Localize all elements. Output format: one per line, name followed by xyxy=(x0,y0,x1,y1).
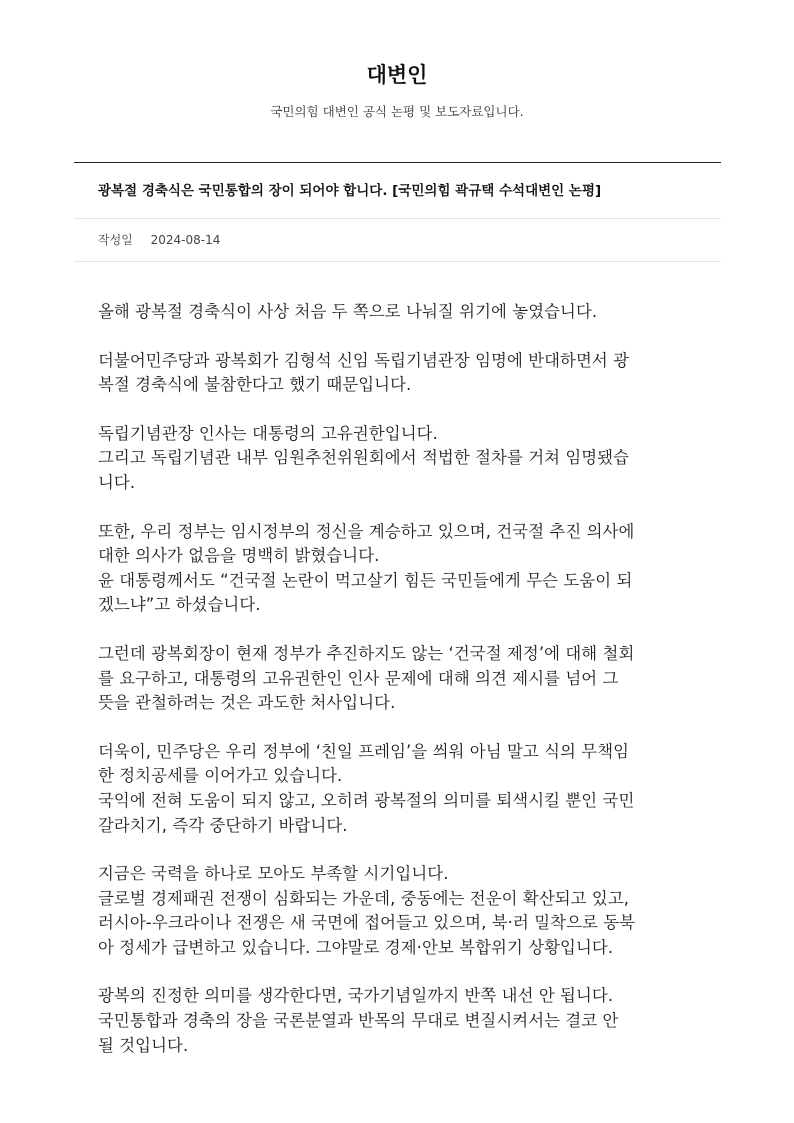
body-paragraph-4 xyxy=(98,520,698,618)
body-paragraph-1 xyxy=(98,300,698,325)
title-divider xyxy=(74,218,721,219)
body-line: 러시아-우크라이나 전쟁은 새 국면에 접어들고 있으며, 북·러 밀착으로 동북 xyxy=(98,913,636,933)
body-line: 그리고 독립기념관 내부 임원추천위원회에서 적법한 절차를 거쳐 임명됐습 xyxy=(98,448,630,468)
body-paragraph-6 xyxy=(98,740,698,838)
post-title: 광복절 경축식은 국민통합의 장이 되어야 합니다. [국민의힘 곽규택 수석대변인 논평] xyxy=(98,183,602,199)
body-line: 국익에 전혀 도움이 되지 않고, 오히려 광복절의 의미를 퇴색시킬 뿐인 국민 xyxy=(98,790,635,810)
site-subtitle: 국민의힘 대변인 공식 논평 및 보도자료입니다. xyxy=(270,104,524,119)
body-line: 더욱이, 민주당은 우리 정부에 ‘친일 프레임’을 씌워 아님 말고 식의 무책임 xyxy=(98,741,630,761)
body-line: 더불어민주당과 광복회가 김형석 신임 독립기념관장 임명에 반대하면서 광 xyxy=(98,350,630,370)
site-title[interactable]: 대변인 xyxy=(366,63,428,87)
meta-divider xyxy=(74,261,721,262)
body-paragraph-7 xyxy=(98,862,698,960)
body-line: 한 정치공세를 이어가고 있습니다. xyxy=(98,766,343,786)
body-paragraph-2 xyxy=(98,349,698,398)
body-line: 윤 대통령께서도 “건국절 논란이 먹고살기 힘든 국민들에게 무슨 도움이 되 xyxy=(98,570,633,590)
date-value: 2024-08-14 xyxy=(150,233,221,247)
body-line: 올해 광복절 경축식이 사상 처음 두 쪽으로 나눠질 위기에 놓였습니다. xyxy=(98,302,598,321)
body-line: 겠느냐”고 하셨습니다. xyxy=(98,595,261,615)
body-line: 국민통합과 경축의 장을 국론분열과 반목의 무대로 변질시켜서는 결코 안 xyxy=(98,1011,619,1031)
body-line: 아 정세가 급변하고 있습니다. 그야말로 경제·안보 복합위기 상황입니다. xyxy=(98,937,614,957)
body-line: 될 것입니다. xyxy=(98,1035,189,1055)
body-line: 그런데 광복회장이 현재 정부가 추진하지도 않는 ‘건국절 제정’에 대해 철회 xyxy=(98,643,635,663)
date-label: 작성일 xyxy=(98,233,133,247)
article-body xyxy=(98,300,698,1082)
body-line: 대한 의사가 없음을 명백히 밝혔습니다. xyxy=(98,546,380,566)
body-line: 를 요구하고, 대통령의 고유권한인 인사 문제에 대해 의견 제시를 넘어 그 xyxy=(98,668,619,688)
post-meta xyxy=(98,230,220,250)
body-line: 뜻을 관철하려는 것은 과도한 처사입니다. xyxy=(98,693,396,713)
body-paragraph-3 xyxy=(98,422,698,496)
body-line: 니다. xyxy=(98,472,136,492)
body-line: 갈라치기, 즉각 중단하기 바랍니다. xyxy=(98,815,348,835)
body-paragraph-8 xyxy=(98,984,698,1058)
body-line: 광복의 진정한 의미를 생각한다면, 국가기념일까지 반쪽 내선 안 됩니다. xyxy=(98,986,614,1006)
body-line: 또한, 우리 정부는 임시정부의 정신을 계승하고 있으며, 건국절 추진 의사에 xyxy=(98,521,635,541)
body-line: 지금은 국력을 하나로 모아도 부족할 시기입니다. xyxy=(98,864,449,884)
body-line: 복절 경축식에 불참한다고 했기 때문입니다. xyxy=(98,375,412,395)
body-line: 독립기념관장 인사는 대통령의 고유권한입니다. xyxy=(98,423,438,443)
body-line: 글로벌 경제패권 전쟁이 심화되는 가운데, 중동에는 전운이 확산되고 있고, xyxy=(98,888,630,908)
body-paragraph-5 xyxy=(98,642,698,716)
header-divider xyxy=(74,162,721,163)
